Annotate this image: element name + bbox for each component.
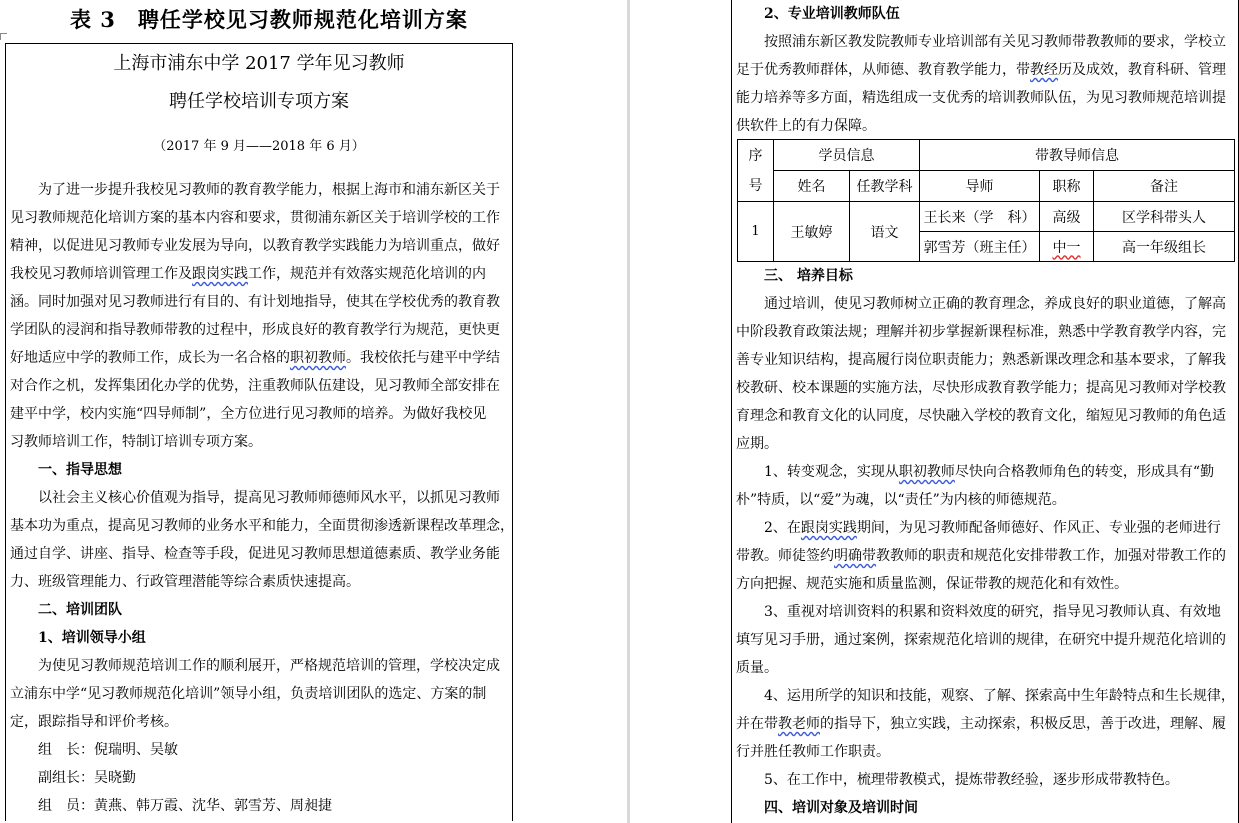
section-3-line: 4、运用所学的知识和技能，观察、了解、探索高中生年龄特点和生长规律， <box>764 688 1235 704</box>
section-3-line: 并在带教老师的指导下，独立实践，主动探索，积极反思，善于改进，理解、履 <box>736 716 1226 732</box>
section-2-sub-1: 1、培训领导小组 <box>38 630 146 646</box>
row-name: 王敏婷 <box>774 202 850 262</box>
table-caption: 表 3 聘任学校见习教师规范化培训方案 <box>70 7 468 32</box>
tutor-1: 王长来（学 科） <box>920 202 1040 232</box>
section-1-line: 通过自学、讲座、指导、检查等手段，促进见习教师思想道德素质、教学业务能 <box>10 546 500 562</box>
section-1-line: 以社会主义核心价值观为指导，提高见习教师师德师风水平，以抓见习教师 <box>38 490 500 506</box>
header-title: 职称 <box>1040 171 1094 202</box>
section-3-line: 行并胜任教师工作职责。 <box>736 744 890 760</box>
intro-line: 精神，以促进见习教师专业发展为导向，以教育教学实践能力为培训重点，做好 <box>10 238 500 254</box>
section-3-line: 应期。 <box>736 436 778 452</box>
section-2-line: 定，跟踪指导和评价考核。 <box>10 714 178 730</box>
title-2: 中一 <box>1040 232 1094 262</box>
section-3-heading: 三、 培养目标 <box>764 268 853 284</box>
section-3-line: 方向把握、规范实施和质量监测，保证带教的规范化和有效性。 <box>736 576 1128 592</box>
sub-2-line: 足于优秀教师群体，从师德、教育教学能力，带教经历及成效，教育科研、管理 <box>736 62 1226 78</box>
note-2: 高一年级组长 <box>1094 232 1235 262</box>
doc-title-line-1: 上海市浦东中学 2017 学年见习教师 <box>113 53 405 74</box>
section-2-line: 为使见习教师规范培训工作的顺利展开，严格规范培训的管理，学校决定成 <box>38 658 500 674</box>
section-3-line: 5、在工作中，梳理带教模式，提炼带教经验，逐步形成带教特色。 <box>764 772 1179 788</box>
section-3-line: 带教。师徒签约明确带教教师的职责和规范化安排带教工作，加强对带教工作的 <box>736 548 1226 564</box>
header-note: 备注 <box>1094 171 1235 202</box>
group-vice-leader: 副组长：吴晓勤 <box>38 770 136 786</box>
section-1-heading: 一、指导思想 <box>38 462 122 478</box>
intro-line: 为了进一步提升我校见习教师的教育教学能力，根据上海市和浦东新区关于 <box>38 182 500 198</box>
section-2-sub-2: 2、专业培训教师队伍 <box>764 6 900 22</box>
title-1: 高级 <box>1040 202 1094 232</box>
section-3-line: 育理念和教育文化的认同度，尽快融入学校的教育文化，缩短见习教师的角色适 <box>736 408 1226 424</box>
section-3-line: 质量。 <box>736 660 778 676</box>
mentor-table <box>737 139 1235 262</box>
page-gap <box>613 0 731 823</box>
doc-period: （2017 年 9 月——2018 年 6 月） <box>153 139 365 154</box>
intro-line: 涵。同时加强对见习教师进行有目的、有计划地指导，使其在学校优秀的教育教 <box>10 294 500 310</box>
intro-line: 建平中学，校内实施“四导师制”，全方位进行见习教师的培养。为做好我校见 <box>10 406 487 422</box>
section-3-line: 善专业知识结构，提高履行岗位职责能力；熟悉新课改理念和基本要求，了解我 <box>736 352 1226 368</box>
section-3-line: 通过培训，使见习教师树立正确的教育理念，养成良好的职业道德，了解高 <box>764 296 1226 312</box>
intro-line: 学团队的浸润和指导教师带教的过程中，形成良好的教育教学行为规范，更快更 <box>10 322 500 338</box>
section-1-line: 基本功为重点，提高见习教师的业务水平和能力，全面贯彻渗透新课程改革理念， <box>10 518 514 534</box>
header-student-info: 学员信息 <box>774 140 920 171</box>
header-tutor: 导师 <box>920 171 1040 202</box>
section-3-line: 朴”特质，以“爱”为魂，以“责任”为内核的师德规范。 <box>736 492 1066 508</box>
section-3-line: 2、在跟岗实践期间，为见习教师配备师德好、作风正、专业强的老师进行 <box>764 520 1221 536</box>
section-3-line: 校教研、校本课题的实施方法，尽快形成教育教学能力；提高见习教师对学校教 <box>736 380 1226 396</box>
section-4-heading: 四、培训对象及培训时间 <box>764 800 918 816</box>
text-boundary-mark <box>0 33 7 40</box>
intro-line: 对合作之机，发挥集团化办学的优势，注重教师队伍建设，见习教师全部安排在 <box>10 378 500 394</box>
section-2-heading: 二、培训团队 <box>38 602 122 618</box>
sub-2-line: 按照浦东新区教发院教师专业培训部有关见习教师带教教师的要求，学校立 <box>764 34 1226 50</box>
section-3-line: 3、重视对培训资料的积累和资料效度的研究，指导见习教师认真、有效地 <box>764 604 1221 620</box>
section-3-line: 1、转变观念，实现从职初教师尽快向合格教师角色的转变，形成具有“勤 <box>764 464 1215 480</box>
sub-2-line: 能力培养等多方面，精选组成一支优秀的培训教师队伍，为见习教师规范培训提 <box>736 90 1226 106</box>
group-members: 组 员：黄燕、韩万霞、沈华、郭雪芳、周昶捷 <box>38 798 332 814</box>
page-separator <box>627 0 630 823</box>
header-subject: 任教学科 <box>850 171 920 202</box>
section-1-line: 力、班级管理能力、行政管理潜能等综合素质快速提高。 <box>10 574 360 590</box>
intro-line: 习教师培训工作，特制订培训专项方案。 <box>10 434 262 450</box>
section-3-line: 填写见习手册，通过案例，探索规范化培训的规律，在研究中提升规范化培训的 <box>736 632 1226 648</box>
row-subject: 语文 <box>850 202 920 262</box>
tutor-2: 郭雪芳（班主任） <box>920 232 1040 262</box>
intro-line: 好地适应中学的教师工作，成长为一名合格的职初教师。我校依托与建平中学结 <box>10 350 500 366</box>
section-2-line: 立浦东中学“见习教师规范化培训”领导小组，负责培训团队的选定、方案的制 <box>10 686 487 702</box>
section-3-line: 中阶段教育政策法规；理解并初步掌握新课程标准，熟悉中学教育教学内容，完 <box>736 324 1226 340</box>
row-seq: 1 <box>738 202 774 262</box>
intro-line: 我校见习教师培训管理工作及跟岗实践工作，规范并有效落实规范化培训的内 <box>10 266 486 282</box>
intro-line: 见习教师规范化培训方案的基本内容和要求，贯彻浦东新区关于培训学校的工作 <box>10 210 500 226</box>
group-leader: 组 长：倪瑞明、吴敏 <box>38 742 178 758</box>
sub-2-line: 供软件上的有力保障。 <box>736 118 876 134</box>
note-1: 区学科带头人 <box>1094 202 1235 232</box>
doc-title-line-2: 聘任学校培训专项方案 <box>169 91 349 112</box>
header-seq: 序 号 <box>738 140 774 202</box>
header-mentor-info: 带教导师信息 <box>920 140 1235 171</box>
header-name: 姓名 <box>774 171 850 202</box>
